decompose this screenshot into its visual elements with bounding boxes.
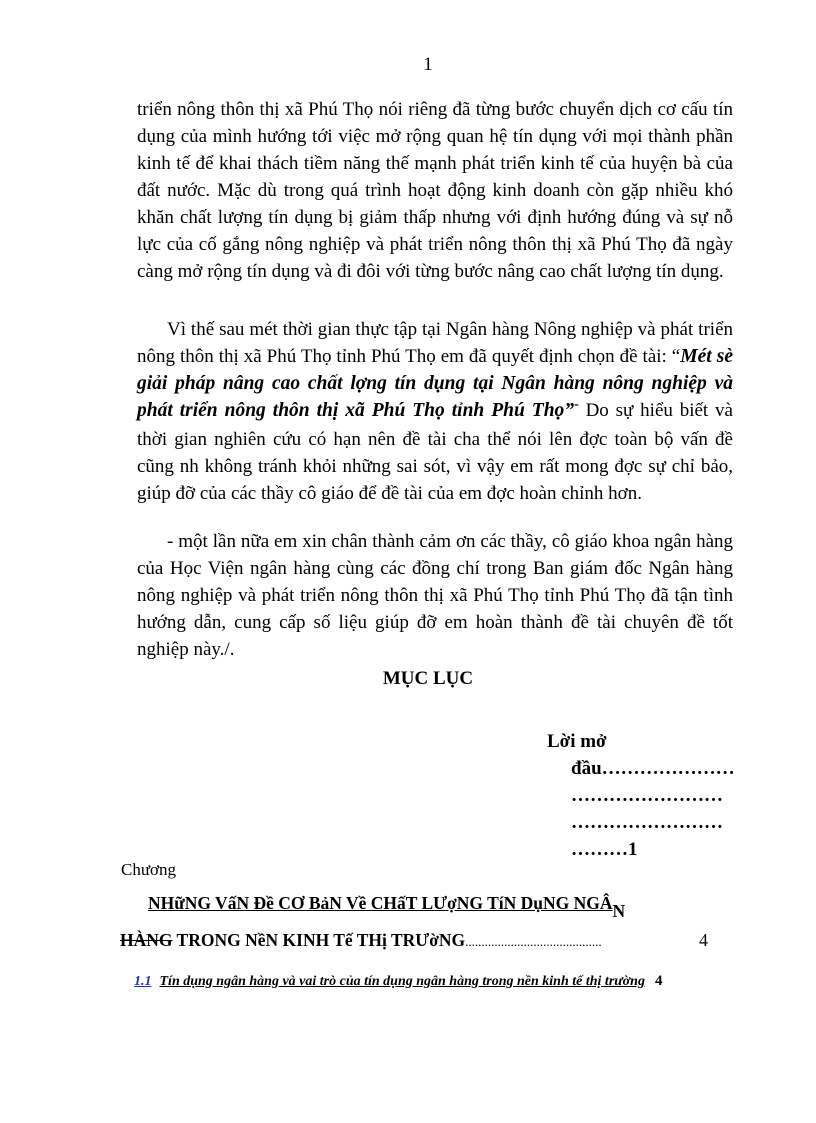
topic-lead: Vì thế sau mét thời gian thực tập tại Ngân hàng Nông nghiệp và phát triển nông thôn thị xã Phú Thọ tỉnh Phú Thọ em đã quyết định chọn đề tài: “ — [137, 319, 733, 367]
toc-leader-dots: .......................................... — [465, 934, 602, 949]
section-title: Tín dụng ngân hàng và vai trò của tín dụng ngân hàng trong nền kinh tế thị trường — [159, 974, 645, 989]
toc-intro-line: ………1 — [571, 839, 638, 860]
paragraph-thanks: - một lần nữa em xin chân thành cảm ơn các thầy, cô giáo khoa ngân hàng của Học Viện ngân hàng cùng các đồng chí trong Ban giám đốc Ngân hàng nông nghiệp và phát triển nông thôn thị xã Phú Thọ tỉnh Phú Thọ đã tận tình hướng dẫn, cung cấp số liệu giúp đỡ em hoàn thành đề tài chuyên đề tốt nghiệp này./. — [137, 531, 733, 660]
thesis-title: Mét sè giải pháp nâng cao chất lợng tín dụng tại Ngân hàng nông nghiệp và phát triển nông thôn thị xã Phú Thọ tỉnh Phú Thọ — [137, 346, 734, 421]
toc-page-number: 4 — [654, 973, 663, 989]
toc-intro-line: đầu………………… — [571, 758, 735, 779]
toc-intro-line: Lời mở — [547, 731, 607, 752]
section-number: 1.1 — [134, 974, 152, 989]
toc-intro-line: …………………… — [571, 785, 723, 806]
title-note: - — [574, 397, 579, 412]
paragraph-intro: triển nông thôn thị xã Phú Thọ nói riêng đã từng bước chuyển dịch cơ cấu tín dụng của mình hướng tới việc mở rộng quan hệ tín dụng với mọi thành phần kinh tế để khai thách tiềm năng thế mạnh phát triển kinh tế của huyện bà của đất nước. Mặc dù trong quá trình hoạt động kinh doanh còn gặp nhiều khó khăn chất lượng tín dụng bị giảm thấp nhưng với định hướng đúng và sự nỗ lực của cố gắng nông nghiệp và phát triển nông thôn thị xã Phú Thọ đã ngày càng mở rộng tín dụng và đi đôi với từng bước nâng cao chất lượng tín dụng. — [137, 99, 733, 282]
toc-chapter-heading-line2[interactable] — [120, 930, 716, 951]
toc-entry-intro[interactable] — [547, 728, 747, 863]
chapter-label: Chương — [121, 860, 177, 879]
paragraph-topic — [137, 316, 733, 507]
toc-title: MỤC LỤC — [382, 668, 474, 689]
toc-section-entry[interactable] — [134, 966, 724, 997]
chapter-heading-line2: TRONG NềN KINH Tế THị TRƯờNG — [172, 930, 466, 950]
close-quote: ” — [564, 400, 575, 421]
toc-chapter-heading[interactable] — [148, 893, 626, 921]
chapter-heading-main: NHữNG VấN Đề CƠ BảN Về CHấT LƯợNG TíN DụNG NGÂ — [148, 893, 613, 913]
toc-page-number: 4 — [699, 930, 708, 950]
chapter-heading-strike: HÀNG — [120, 930, 173, 950]
chapter-heading-tail: N — [612, 901, 626, 921]
toc-intro-line: …………………… — [571, 812, 723, 833]
topic-tail: Do sự hiểu biết và thời gian nghiên cứu có hạn nên đề tài cha thể nói lên đợc toàn bộ vấn đề cũng nh không tránh khỏi những sai sót, vì vậy em rất mong đợc sự chỉ bảo, giúp đỡ của các thầy cô giáo để đề tài của em đợc hoàn chỉnh hơn. — [137, 400, 733, 504]
page-number: 1 — [423, 54, 433, 75]
